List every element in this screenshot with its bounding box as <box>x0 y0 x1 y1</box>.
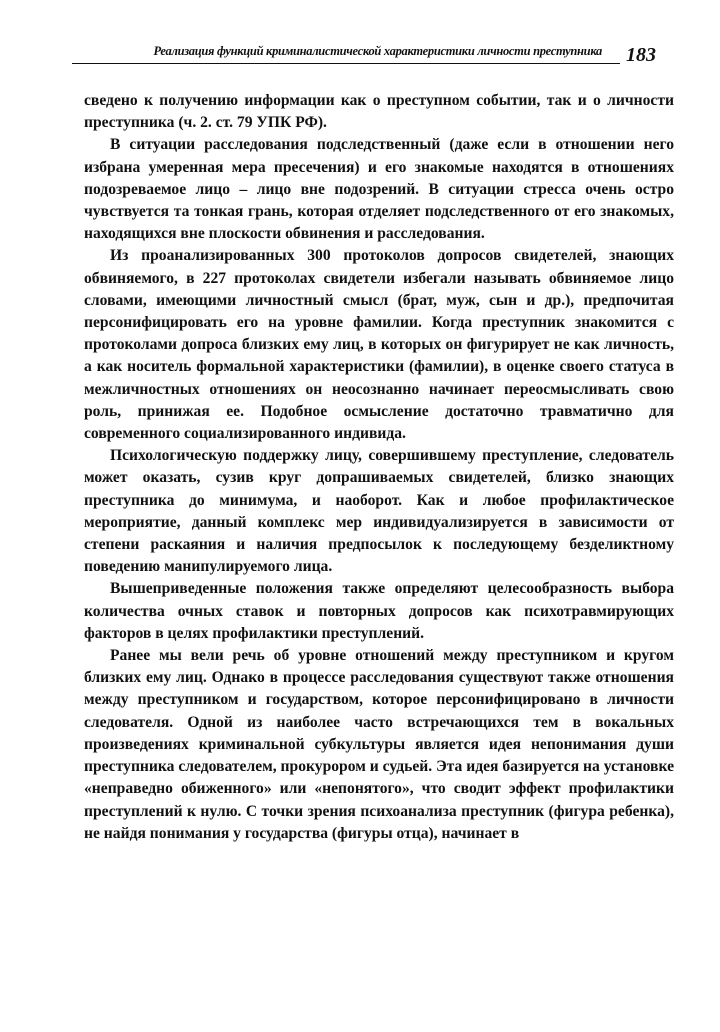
body-text <box>84 90 674 845</box>
running-header: Реализация функций криминалистической характеристики личности преступника <box>153 44 602 58</box>
page-number: 183 <box>626 44 656 66</box>
paragraph-continuation: сведено к получению информации как о преступном событии, так и о личности преступника (ч. 2. ст. 79 УПК РФ). <box>84 92 674 132</box>
header-rule <box>72 63 620 64</box>
paragraph: Психологическую поддержку лицу, совершившему преступление, следователь может оказать, сузив круг допрашиваемых свидетелей, близко знающих преступника до минимума, и наоборот. Как и любое профилактическое мероприятие, данный комплекс мер индивидуализируется в зависимости от степени раскаяния и наличия предпосылок к последующему безделиктному поведению манипулируемого лица. <box>84 447 674 576</box>
paragraph: Вышеприведенные положения также определяют целесообразность выбора количества очных ставок и повторных допросов как психотравмирующих факторов в целях профилактики преступлений. <box>84 580 674 642</box>
paragraph: Из проанализированных 300 протоколов допросов свидетелей, знающих обвиняемого, в 227 протоколах свидетели избегали называть обвиняемое лицо словами, имеющими личностный смысл (брат, муж, сын и др.), предпочитая персонифицировать его на уровне фамилии. Когда преступник знакомится с протоколами допроса близких ему лиц, в которых он фигурирует не как личность, а как носитель формальной характеристики (фамилии), в оценке своего статуса в межличностных отношениях он неосознанно начинает переосмысливать свою роль, принижая ее. Подобное осмысление достаточно травматично для современного социализированного индивида. <box>84 247 674 443</box>
paragraph: В ситуации расследования подследственный (даже если в отношении него избрана умеренная мера пресечения) и его знакомые находятся в отношениях подозреваемое лицо – лицо вне подозрений. В ситуации стресса очень остро чувствуется та тонкая грань, которая отделяет подследственного от его знакомых, находящихся вне плоскости обвинения и расследования. <box>84 136 674 243</box>
paragraph: Ранее мы вели речь об уровне отношений между преступником и кругом близких ему лиц. Однако в процессе расследования существуют также отношения между преступником и государством, которое персонифицировано в личности следователя. Одной из наиболее часто встречающихся тем в вокальных произведениях криминальной субкультуры является идея непонимания души преступника следователем, прокурором и судьей. Эта идея базируется на установке «неправедно обиженного» или «непонятого», что сводит эффект профилактики преступлений к нулю. С точки зрения психоанализа преступник (фигура ребенка), не найдя понимания у государства (фигуры отца), начинает в <box>84 647 674 842</box>
